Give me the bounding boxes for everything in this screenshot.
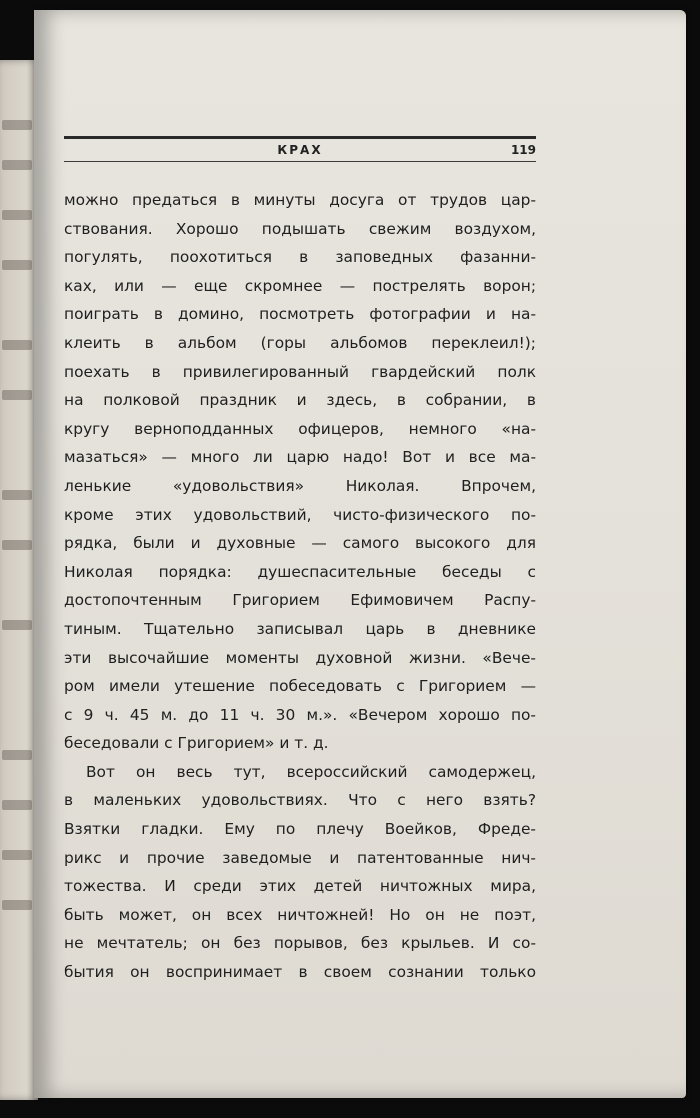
header-underline <box>64 161 536 162</box>
text-line: бытия он воспринимает в своем сознании только <box>64 963 536 982</box>
text-line: поехать в привилегированный гвардейский полк <box>64 362 536 381</box>
text-line: кругу верноподданных офицеров, немного «на- <box>64 419 536 438</box>
text-line: мазаться» — много ли царю надо! Вот и все ма- <box>64 448 536 467</box>
text-line: беседовали с Григорием» и т. д. <box>64 734 329 753</box>
text-line: с 9 ч. 45 м. до 11 ч. 30 м.». «Вечером хорошо по- <box>64 705 536 724</box>
book-page <box>34 10 686 1098</box>
text-line: не мечтатель; он без порывов, без крыльев. И со- <box>64 934 536 953</box>
text-line: ром имели утешение побеседовать с Григорием — <box>64 677 536 696</box>
ghost-text-line <box>2 390 32 400</box>
text-line: Взятки гладки. Ему по плечу Воейков, Фреде- <box>64 820 536 839</box>
text-line: достопочтенным Григорием Ефимовичем Распу- <box>64 591 536 610</box>
ghost-text-line <box>2 850 32 860</box>
text-line: поиграть в домино, посмотреть фотографии и на- <box>64 305 536 324</box>
text-line: Вот он весь тут, всероссийский самодержец, <box>86 762 536 781</box>
text-line: кроме этих удовольствий, чисто-физического по- <box>64 505 536 524</box>
header-rule <box>64 136 536 139</box>
ghost-text-line <box>2 900 32 910</box>
ghost-text-line <box>2 800 32 810</box>
running-head <box>64 136 536 166</box>
ghost-text-line <box>2 540 32 550</box>
text-line: ленькие «удовольствия» Николая. Впрочем, <box>64 476 536 495</box>
body-text <box>64 186 536 987</box>
text-line: на полковой праздник и здесь, в собрании, в <box>64 391 536 410</box>
text-line: рядка, были и духовные — самого высокого для <box>64 534 536 553</box>
ghost-text-line <box>2 210 32 220</box>
text-line: ках, или — еще скромнее — пострелять ворон; <box>64 276 536 295</box>
ghost-text-line <box>2 340 32 350</box>
ghost-text-line <box>2 750 32 760</box>
running-head-title: КРАХ <box>277 143 323 157</box>
text-line: ствования. Хорошо подышать свежим воздухом, <box>64 219 536 238</box>
text-line: эти высочайшие моменты духовной жизни. «Вече- <box>64 648 536 667</box>
adjacent-page-edge <box>0 60 38 1100</box>
ghost-text-line <box>2 160 32 170</box>
text-line: быть может, он всех ничтожней! Но он не поэт, <box>64 905 536 924</box>
paragraph <box>64 758 536 987</box>
text-line: тиным. Тщательно записывал царь в дневнике <box>64 619 536 638</box>
ghost-text-line <box>2 490 32 500</box>
ghost-text-line <box>2 120 32 130</box>
text-line: в маленьких удовольствиях. Что с него взять? <box>64 791 536 810</box>
ghost-text-line <box>2 620 32 630</box>
text-line: клеить в альбом (горы альбомов переклеил!); <box>64 333 536 352</box>
text-line: можно предаться в минуты досуга от трудов цар- <box>64 191 536 209</box>
text-line: тожества. И среди этих детей ничтожных мира, <box>64 877 536 896</box>
text-line: рикс и прочие заведомые и патентованные нич- <box>64 848 536 867</box>
paragraph <box>64 186 536 758</box>
text-line: погулять, поохотиться в заповедных фазанни- <box>64 248 536 267</box>
page-number: 119 <box>510 143 536 157</box>
text-line: Николая порядка: душеспасительные беседы с <box>64 562 536 581</box>
ghost-text-line <box>2 260 32 270</box>
